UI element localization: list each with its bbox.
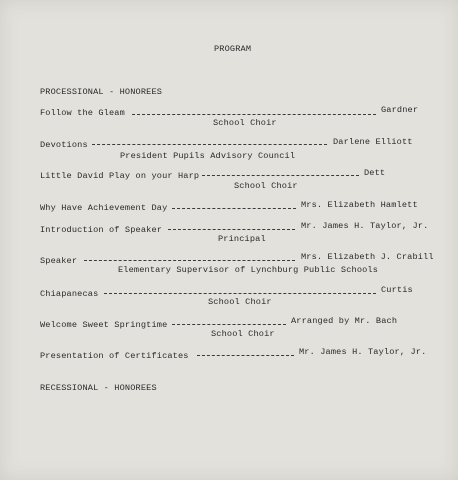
leader-line bbox=[168, 229, 295, 230]
item-title: Presentation of Certificates bbox=[40, 351, 189, 361]
item-performer: Darlene Elliott bbox=[333, 137, 413, 147]
recessional-line: RECESSIONAL - HONOREES bbox=[40, 383, 157, 393]
item-title: Speaker bbox=[40, 256, 78, 266]
item-performer: Dett bbox=[364, 168, 386, 178]
program-title: PROGRAM bbox=[214, 44, 252, 54]
item-title: Chiapanecas bbox=[40, 289, 99, 299]
item-note: School Choir bbox=[211, 329, 275, 339]
leader-line bbox=[104, 293, 376, 294]
leader-line bbox=[172, 208, 296, 209]
leader-line bbox=[84, 260, 295, 261]
leader-line bbox=[202, 175, 359, 176]
leader-line bbox=[92, 144, 327, 145]
item-note: President Pupils Advisory Council bbox=[120, 151, 296, 161]
item-note: Elementary Supervisor of Lynchburg Public Schools bbox=[118, 265, 379, 275]
leader-line bbox=[132, 114, 376, 115]
leader-line bbox=[172, 324, 286, 325]
item-title: Follow the Gleam bbox=[40, 108, 125, 118]
item-title: Little David Play on your Harp bbox=[40, 171, 200, 181]
item-performer: Gardner bbox=[381, 105, 419, 115]
item-title: Welcome Sweet Springtime bbox=[40, 320, 168, 330]
item-note: School Choir bbox=[234, 181, 298, 191]
item-title: Devotions bbox=[40, 140, 88, 150]
item-performer: Mr. James H. Taylor, Jr. bbox=[299, 347, 427, 357]
item-performer: Mr. James H. Taylor, Jr. bbox=[301, 221, 429, 231]
item-note: School Choir bbox=[213, 118, 277, 128]
item-note: School Choir bbox=[208, 297, 272, 307]
item-performer: Mrs. Elizabeth J. Crabill bbox=[301, 252, 434, 262]
item-title: Why Have Achievement Day bbox=[40, 203, 168, 213]
item-title: Introduction of Speaker bbox=[40, 225, 163, 235]
leader-line bbox=[197, 355, 294, 356]
item-performer: Arranged by Mr. Bach bbox=[291, 316, 398, 326]
processional-line: PROCESSIONAL - HONOREES bbox=[40, 87, 163, 97]
item-performer: Mrs. Elizabeth Hamlett bbox=[301, 200, 418, 210]
item-performer: Curtis bbox=[381, 285, 413, 295]
item-note: Principal bbox=[218, 234, 266, 244]
